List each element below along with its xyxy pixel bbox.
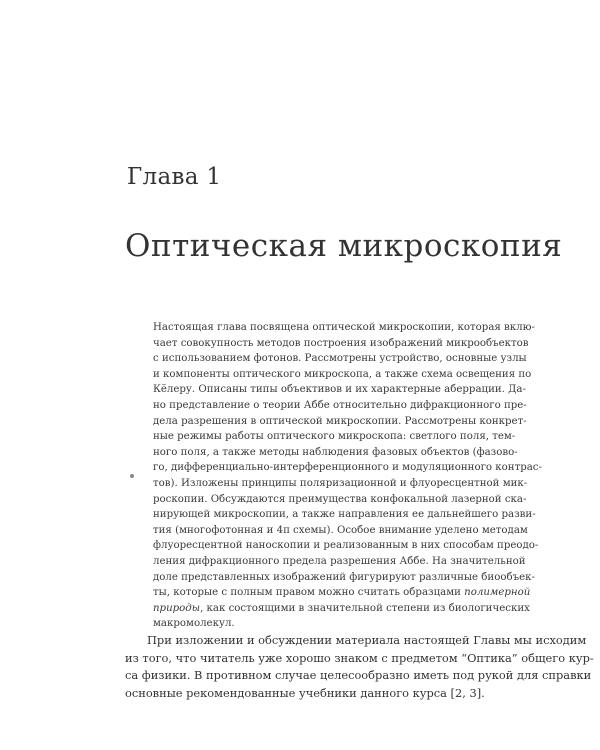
abstract-line: го, дифференциально-интерференционного и модуляционного контрас- <box>153 462 542 474</box>
abstract-line: флуоресцентной наноскопии и реализованным в них способам преодо- <box>153 540 539 552</box>
abstract-line: и компоненты оптического микроскопа, а также схема освещения по <box>153 368 532 380</box>
abstract-line: роскопии. Обсуждаются преимущества конфокальной лазерной ска- <box>153 493 527 505</box>
abstract-line: Настоящая глава посвящена оптической микроскопии, которая вклю- <box>153 322 535 333</box>
abstract-line: ные режимы работы оптического микроскопа: светлого поля, тем- <box>153 431 516 443</box>
abstract-line: доле представленных изображений фигурируют различные биообъек- <box>153 571 535 583</box>
abstract-line: тов). Изложены принципы поляризационной и флуоресцентной мик- <box>153 477 528 489</box>
abstract-line-with-italic <box>153 585 531 601</box>
chapter-abstract <box>153 320 542 632</box>
body-paragraph <box>125 632 594 702</box>
chapter-title: Оптическая микроскопия <box>125 228 563 264</box>
margin-mark <box>130 474 134 478</box>
abstract-line: Кёлеру. Описаны типы объективов и их характерные аберрации. Да- <box>153 384 526 396</box>
body-line: са физики. В противном случае целесообразно иметь под рукой для справки <box>125 668 592 682</box>
abstract-line: нирующей микроскопии, а также направления ее дальнейшего разви- <box>153 509 536 521</box>
abstract-line: тия (многофотонная и 4π схемы). Особое внимание уделено методам <box>153 524 528 536</box>
abstract-line-with-italic <box>153 601 530 617</box>
abstract-line-part: ты, которые с полным правом можно считать образцами <box>153 587 461 599</box>
italic-term: полимерной <box>464 587 531 599</box>
italic-term: природы <box>153 602 201 614</box>
abstract-line: чает совокупность методов построения изображений микрообъектов <box>153 337 529 349</box>
abstract-line: с использованием фотонов. Рассмотрены устройство, основные узлы <box>153 353 527 365</box>
abstract-line: ления дифракционного предела разрешения Аббе. На значительной <box>153 555 526 567</box>
abstract-line: но представление о теории Аббе относительно дифракционного пре- <box>153 399 527 411</box>
abstract-line: ного поля, а также методы наблюдения фазовых объектов (фазово- <box>153 446 518 458</box>
body-line: из того, что читатель уже хорошо знаком с предметом “Оптика” общего кур- <box>125 650 594 665</box>
abstract-line: дела разрешения в оптической микроскопии. Рассмотрены конкрет- <box>153 415 527 427</box>
abstract-line-part: , как состоящими в значительной степени из биологических <box>200 602 530 614</box>
body-line: основные рекомендованные учебники данного курса [2, 3]. <box>125 685 485 700</box>
chapter-number: Глава 1 <box>127 164 222 190</box>
body-line: При изложении и обсуждении материала настоящей Главы мы исходим <box>147 633 587 647</box>
abstract-line: макромолекул. <box>153 618 235 630</box>
